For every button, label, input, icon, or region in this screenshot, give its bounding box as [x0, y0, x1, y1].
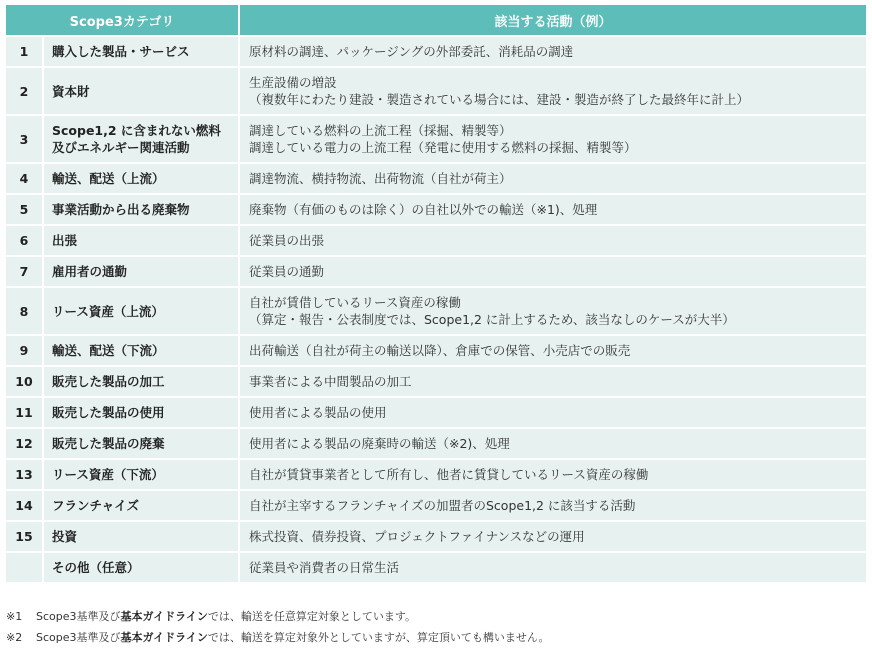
activity-example-line: 生産設備の増設: [249, 75, 337, 90]
category-name: [44, 116, 240, 164]
activity-example: [240, 522, 866, 553]
category-name-line: 購入した製品・サービス: [52, 44, 190, 59]
category-name: [44, 522, 240, 553]
activity-example-line: 廃棄物（有価のものは除く）の自社以外での輸送（※1)、処理: [249, 202, 598, 217]
category-name-line: 及びエネルギー関連活動: [52, 140, 190, 155]
activity-example-line: 自社が賃貸事業者として所有し、他者に賃貸しているリース資産の稼働: [249, 467, 649, 482]
activity-example: [240, 226, 866, 257]
footnote-suffix: では、輸送を任意算定対象としています。: [207, 610, 416, 623]
table-row: [6, 553, 866, 584]
category-name: [44, 257, 240, 288]
category-name: [44, 491, 240, 522]
table-row: [6, 226, 866, 257]
activity-example: [240, 116, 866, 164]
table-row: [6, 460, 866, 491]
category-name: [44, 226, 240, 257]
category-name: [44, 37, 240, 68]
activity-example: [240, 429, 866, 460]
activity-example-line: （算定・報告・公表制度では、Scope1,2 に計上するため、該当なしのケースが大半）: [249, 312, 735, 327]
category-number: 14: [6, 491, 44, 522]
category-number: 2: [6, 68, 44, 116]
activity-example-line: 自社が賃借しているリース資産の稼働: [249, 295, 461, 310]
scope3-category-table: [6, 5, 866, 584]
category-name-line: リース資産（上流）: [52, 303, 164, 319]
activity-example-line: 調達物流、横持物流、出荷物流（自社が荷主）: [249, 171, 512, 186]
category-number: 12: [6, 429, 44, 460]
activity-example-line: 従業員の出張: [249, 233, 325, 248]
table-row: [6, 116, 866, 164]
table-row: [6, 336, 866, 367]
category-name: [44, 429, 240, 460]
activity-example-line: （複数年にわたり建設・製造されている場合には、建設・製造が終了した最終年に計上）: [249, 92, 750, 107]
footnote-prefix: Scope3基準及び: [36, 631, 121, 644]
table-row: [6, 522, 866, 553]
table-row: [6, 288, 866, 336]
table-row: [6, 429, 866, 460]
category-name-line: 販売した製品の廃棄: [52, 436, 165, 451]
category-name: [44, 367, 240, 398]
category-number: 6: [6, 226, 44, 257]
activity-example-line: 調達している電力の上流工程（発電に使用する燃料の採掘、精製等）: [249, 140, 637, 155]
category-name-line: フランチャイズ: [52, 498, 140, 513]
header-category: Scope3カテゴリ: [6, 5, 240, 37]
table-row: [6, 398, 866, 429]
category-number: 5: [6, 195, 44, 226]
category-name-line: 事業活動から出る廃棄物: [52, 202, 190, 217]
activity-example: [240, 367, 866, 398]
activity-example-line: 自社が主宰するフランチャイズの加盟者のScope1,2 に該当する活動: [249, 498, 636, 513]
category-number: 10: [6, 367, 44, 398]
activity-example-line: 調達している燃料の上流工程（採掘、精製等）: [249, 123, 512, 138]
table-row: [6, 68, 866, 116]
table-row: [6, 37, 866, 68]
category-name: [44, 164, 240, 195]
activity-example: [240, 257, 866, 288]
category-number: 15: [6, 522, 44, 553]
footnote-mark: ※1: [6, 610, 23, 623]
category-name-line: リース資産（下流）: [52, 467, 164, 482]
category-name-line: 資本財: [52, 83, 90, 99]
category-number: 13: [6, 460, 44, 491]
footnotes: [6, 606, 550, 648]
category-name-line: その他（任意）: [52, 560, 140, 575]
activity-example: [240, 553, 866, 584]
header-activity: 該当する活動（例）: [240, 5, 866, 37]
table-row: [6, 367, 866, 398]
footnote-guideline-emphasis: 基本ガイドライン: [120, 631, 208, 644]
category-name: [44, 288, 240, 336]
category-name-line: 投資: [52, 529, 78, 544]
table-body: [6, 37, 866, 584]
footnote: [6, 606, 550, 627]
category-number: [6, 553, 44, 584]
table-row: [6, 164, 866, 195]
category-name-line: 輸送、配送（下流）: [52, 343, 165, 358]
activity-example: [240, 195, 866, 226]
category-name-line: 販売した製品の使用: [52, 405, 165, 420]
category-number: 9: [6, 336, 44, 367]
category-number: 11: [6, 398, 44, 429]
activity-example-line: 出荷輸送（自社が荷主の輸送以降）、倉庫での保管、小売店での販売: [249, 343, 631, 358]
footnote-suffix: では、輸送を算定対象外としていますが、算定頂いても構いません。: [207, 631, 550, 644]
activity-example: [240, 164, 866, 195]
table-row: [6, 257, 866, 288]
category-number: 4: [6, 164, 44, 195]
footnote-guideline-emphasis: 基本ガイドライン: [120, 610, 208, 623]
table-row: [6, 491, 866, 522]
activity-example-line: 使用者による製品の廃棄時の輸送（※2)、処理: [249, 436, 510, 451]
category-number: 8: [6, 288, 44, 336]
category-name: [44, 460, 240, 491]
activity-example-line: 株式投資、債券投資、プロジェクトファイナンスなどの運用: [249, 529, 585, 544]
activity-example: [240, 398, 866, 429]
activity-example: [240, 68, 866, 116]
category-name: [44, 336, 240, 367]
activity-example-line: 事業者による中間製品の加工: [249, 374, 412, 389]
activity-example-line: 従業員や消費者の日常生活: [249, 560, 400, 575]
category-name: [44, 398, 240, 429]
activity-example: [240, 336, 866, 367]
table-row: [6, 195, 866, 226]
scope3-table-container: [6, 5, 866, 584]
activity-example: [240, 491, 866, 522]
table-header-row: [6, 5, 866, 37]
activity-example: [240, 288, 866, 336]
footnote-prefix: Scope3基準及び: [36, 610, 121, 623]
activity-example: [240, 460, 866, 491]
category-number: 7: [6, 257, 44, 288]
category-name-line: 輸送、配送（上流）: [52, 171, 165, 186]
footnote: [6, 627, 550, 648]
category-number: 3: [6, 116, 44, 164]
activity-example-line: 使用者による製品の使用: [249, 405, 387, 420]
activity-example-line: 従業員の通勤: [249, 264, 325, 279]
activity-example: [240, 37, 866, 68]
activity-example-line: 原材料の調達、パッケージングの外部委託、消耗品の調達: [249, 44, 574, 59]
category-name: [44, 68, 240, 116]
category-name-line: 販売した製品の加工: [52, 374, 165, 389]
footnote-mark: ※2: [6, 631, 23, 644]
category-name-line: Scope1,2 に含まれない燃料: [52, 123, 221, 138]
category-number: 1: [6, 37, 44, 68]
category-name-line: 出張: [52, 233, 78, 248]
category-name: [44, 195, 240, 226]
category-name-line: 雇用者の通勤: [52, 264, 128, 279]
category-name: [44, 553, 240, 584]
